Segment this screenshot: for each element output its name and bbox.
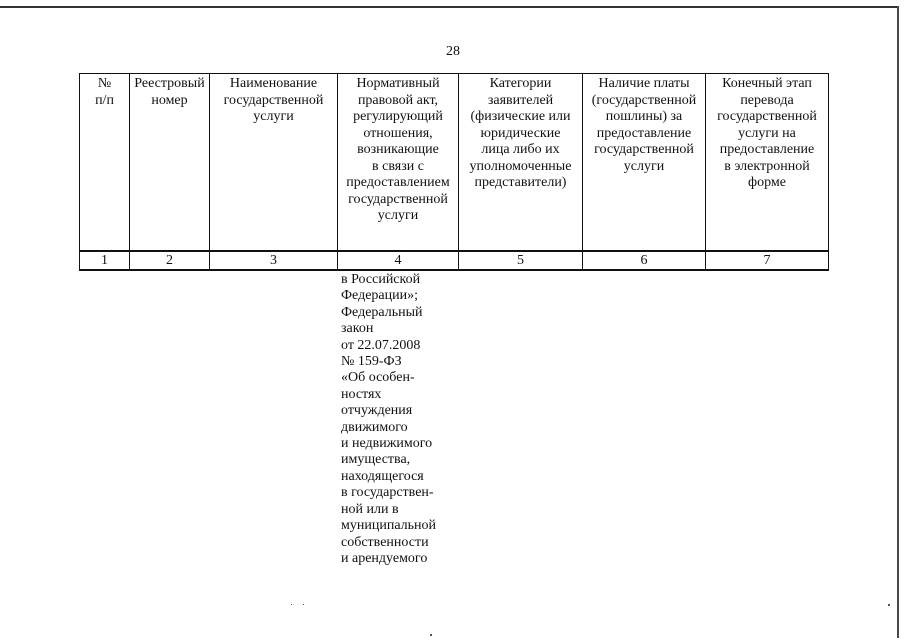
column-number-cell: 7 xyxy=(706,251,829,270)
column-number-cell: 5 xyxy=(459,251,583,270)
text-line: ностях xyxy=(341,386,382,402)
text-line: от 22.07.2008 xyxy=(341,337,421,353)
scan-speck xyxy=(303,604,304,605)
header-cell-applicant-categories: Категории заявителей (физические или юридические лица либо их уполномоченные представители) xyxy=(459,74,583,252)
scan-speck xyxy=(291,604,292,605)
header-cell-fee: Наличие платы (государственной пошлины) за предоставление государственной услуги xyxy=(583,74,706,252)
column-number-cell: 2 xyxy=(130,251,210,270)
services-table xyxy=(79,73,829,271)
text-line: имущества, xyxy=(341,452,411,468)
legal-act-continuation-text xyxy=(341,272,459,567)
text-line: Федерации»; xyxy=(341,288,419,304)
text-line: «Об особен- xyxy=(341,370,415,386)
header-cell-number: № п/п xyxy=(80,74,130,252)
header-cell-service-name: Наименование государственной услуги xyxy=(210,74,338,252)
text-line: находящегося xyxy=(341,468,424,484)
text-line: Федеральный xyxy=(341,304,423,320)
text-line: и арендуемого xyxy=(341,550,428,566)
page-right-border xyxy=(897,6,899,638)
text-line: в Российской xyxy=(341,272,421,287)
header-row xyxy=(80,74,829,252)
text-line: и недвижимого xyxy=(341,436,433,452)
text-line: № 159-ФЗ xyxy=(341,354,402,370)
text-line: муниципальной xyxy=(341,518,437,534)
page-number: 28 xyxy=(446,44,460,59)
column-number-row xyxy=(80,251,829,270)
text-line: собственности xyxy=(341,534,429,550)
column-number-cell: 1 xyxy=(80,251,130,270)
text-line: в государствен- xyxy=(341,485,434,501)
text-line: движимого xyxy=(341,419,408,435)
header-cell-registry-number: Реестровый номер xyxy=(130,74,210,252)
text-line: отчуждения xyxy=(341,403,413,419)
scan-speck xyxy=(430,634,432,636)
column-number-cell: 3 xyxy=(210,251,338,270)
header-cell-legal-act: Нормативный правовой акт, регулирующий отношения, возникающие в связи с предоставлением государственной услуги xyxy=(338,74,459,252)
column-number-cell: 6 xyxy=(583,251,706,270)
text-line: закон xyxy=(341,321,374,337)
scan-speck xyxy=(888,604,890,606)
text-line: ной или в xyxy=(341,501,399,517)
header-cell-final-stage: Конечный этап перевода государственной услуги на предоставление в электронной форме xyxy=(706,74,829,252)
page-top-border xyxy=(0,6,899,8)
column-number-cell: 4 xyxy=(338,251,459,270)
